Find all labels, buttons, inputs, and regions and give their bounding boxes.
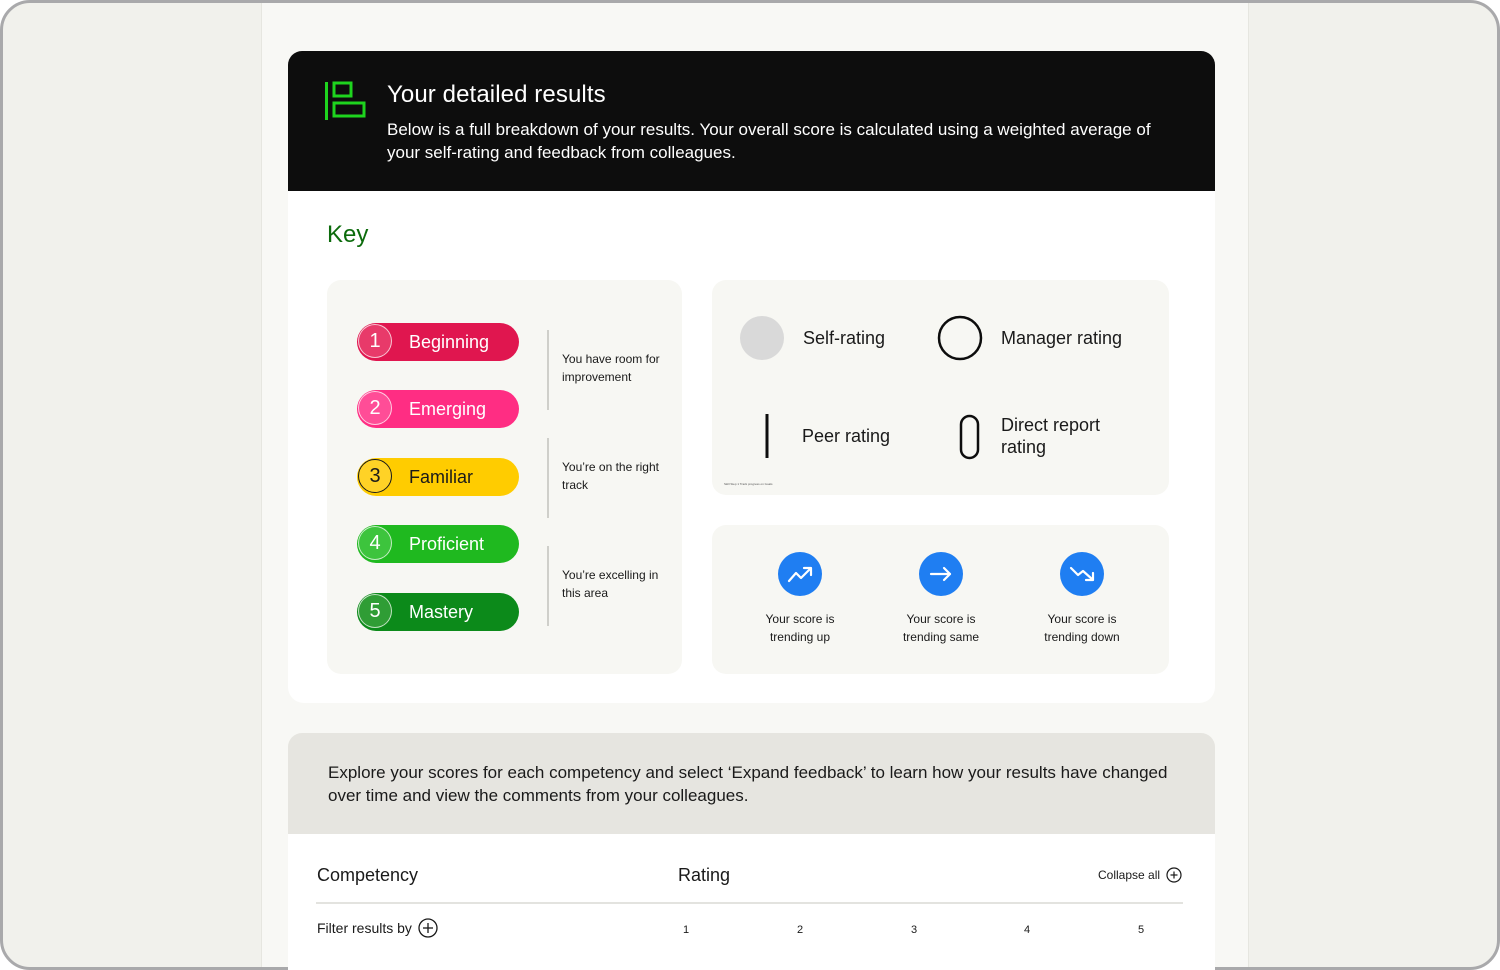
results-header	[288, 51, 1215, 191]
self-rating-label: Self-rating	[803, 328, 886, 348]
filter-label: Filter results by	[317, 920, 412, 936]
trend-down-label: Your score is trending down	[1044, 612, 1120, 644]
level-label: Familiar	[409, 467, 474, 487]
plus-circle-icon	[1166, 867, 1182, 883]
self-rating-icon	[739, 315, 785, 361]
filter-results-button[interactable]	[317, 918, 438, 938]
explore-banner	[288, 733, 1215, 834]
collapse-all-button[interactable]	[1098, 867, 1182, 883]
header-divider	[316, 902, 1183, 904]
level-label: Emerging	[409, 399, 487, 419]
scale-number: 2	[796, 924, 804, 936]
explore-text: Explore your scores for each competency and select ‘Expand feedback’ to learn how your results have changed over time and view the comments from your colleagues.	[328, 763, 1168, 805]
manager-rating-label: Manager rating	[1001, 328, 1123, 348]
divider	[547, 330, 549, 410]
plus-circle-icon	[418, 918, 438, 938]
collapse-all-label: Collapse all	[1098, 868, 1161, 882]
level-description-mid: You’re on the right track	[562, 460, 659, 492]
level-number: 4	[358, 526, 392, 560]
level-number: 5	[358, 594, 392, 628]
scale-number: 3	[910, 924, 918, 936]
scale-number: 4	[1023, 924, 1031, 936]
level-number: 3	[358, 459, 392, 493]
divider	[547, 546, 549, 626]
level-pill-proficient	[357, 525, 519, 563]
level-pill-familiar	[357, 458, 519, 496]
scale-number: 1	[682, 924, 690, 936]
arrow-right-icon	[919, 552, 963, 596]
level-pill-emerging	[357, 390, 519, 428]
page-title: Your detailed results	[387, 81, 606, 108]
level-pill-mastery	[357, 593, 519, 631]
level-label: Beginning	[409, 332, 490, 352]
divider	[547, 438, 549, 518]
trend-same-label: Your score is trending same	[902, 612, 980, 644]
level-number: 2	[358, 391, 392, 425]
peer-rating-icon	[763, 413, 771, 459]
fine-print: Skill Step 1 Track progress on Goals	[724, 482, 773, 486]
trend-up-label: Your score is trending up	[765, 612, 835, 644]
trending-up-icon	[778, 552, 822, 596]
level-label: Mastery	[409, 602, 474, 622]
competency-table	[288, 834, 1215, 970]
level-number: 1	[358, 324, 392, 358]
level-label: Proficient	[409, 534, 485, 554]
direct-report-rating-icon	[959, 414, 981, 460]
results-description: Below is a full breakdown of your results. Your overall score is calculated using a weighted average of your self-rating and feedback from colleagues.	[387, 120, 1151, 162]
level-description-low: You have room for improvement	[562, 352, 660, 384]
results-layout-icon	[324, 81, 368, 121]
peer-rating-label: Peer rating	[802, 426, 891, 446]
manager-rating-icon	[937, 315, 983, 361]
competency-column-header: Competency	[317, 865, 419, 885]
rating-column-header: Rating	[678, 865, 731, 885]
scale-number: 5	[1137, 924, 1145, 936]
level-pill-beginning	[357, 323, 519, 361]
trending-down-icon	[1060, 552, 1104, 596]
trend-key-panel	[712, 525, 1169, 674]
key-card	[288, 191, 1215, 703]
direct-report-rating-label: Direct report rating	[1001, 415, 1101, 457]
rating-key-panel	[712, 280, 1169, 495]
level-key-panel	[327, 280, 682, 674]
level-description-high: You’re excelling in this area	[562, 568, 659, 600]
key-title: Key	[327, 221, 369, 248]
